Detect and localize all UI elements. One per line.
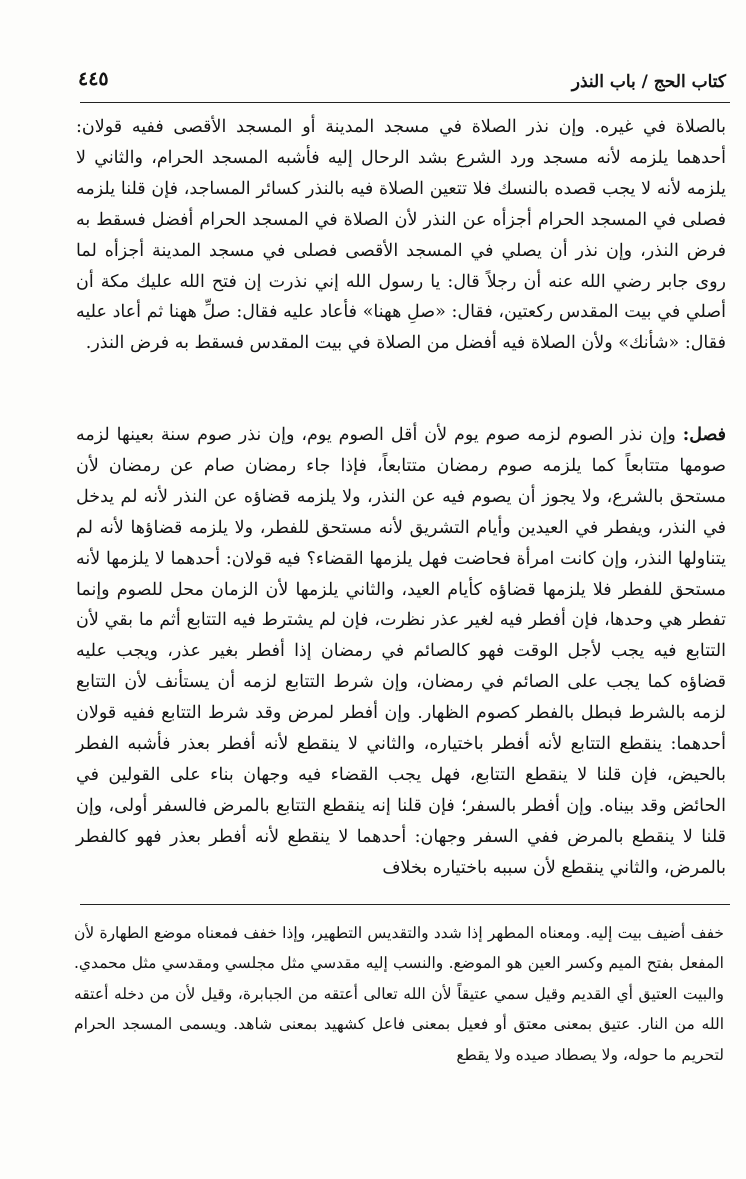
footnote: [74, 918, 724, 1070]
footnote-text: خفف أضيف بيت إليه. ومعناه المطهر إذا شدد والتقديس التطهير، وإذا خفف فمعناه موضع الطهارة لأن المفعل بفتح الميم وكسر العين هو الموضع. والنسب إليه مقدسي مثل مجلسي ومقدسي مثل محمدي. والبيت العتيق أي القديم وقيل سمي عتيقاً لأن الله تعالى أعتقه من الجبابرة، وقيل لأن من دخله أعتقه الله من النار. عتيق بمعنى معتق أو فعيل بمعنى فاعل كشهيد بمعنى شاهد. ويسمى المسجد الحرام لتحريم ما حوله، ولا يصطاد صيده ولا يقطع: [74, 924, 724, 1064]
page-header: [78, 64, 726, 100]
running-title: كتاب الحج / باب النذر: [571, 72, 726, 92]
paragraph: [76, 420, 726, 884]
section-heading: فصل:: [682, 425, 726, 445]
header-divider: [80, 102, 730, 103]
main-text-block-1: [76, 112, 726, 359]
footnote-divider: [80, 904, 730, 905]
main-text-block-2: [76, 420, 726, 884]
paragraph-text: وإن نذر الصوم لزمه صوم يوم لأن أقل الصوم يوم، وإن نذر صوم سنة بعينها لزمه صومها متتابعاً كما يلزمه صوم رمضان متتابعاً، فإذا جاء رمضان صام عن رمضان لأن مستحق بالشرع، ولا يجوز أن يصوم فيه عن النذر، ولا يلزمه قضاؤه عن النذر لأنه لم يدخل في النذر، ويفطر في العيدين وأيام التشريق لأنه مستحق للفطر، ولا يلزمه قضاؤها لأنه لم يتناولها النذر، وإن كانت امرأة فحاضت فهل يلزمها القضاء؟ فيه قولان: أحدهما لا يلزمها لأنه مستحق للفطر فلا يلزمها قضاؤه كأيام العيد، والثاني يلزمها لأن الزمان محل للصوم وإنما تفطر هي وحدها، فإن أفطر فيه لغير عذر نظرت، فإن لم يشترط فيه التتابع أثم ما بقي لأن التتابع فيه يجب لأجل الوقت فهو كالصائم في رمضان إذا أفطر بغير عذر، ويجب عليه قضاؤه كما يجب على الصائم في رمضان، وإن شرط التتابع لزمه أن يستأنف لأن التتابع لزمه بالشرط فبطل بالفطر كصوم الظهار. وإن أفطر لمرض وقد شرط التتابع ففيه قولان أحدهما: ينقطع التتابع لأنه أفطر باختياره، والثاني لا ينقطع لأنه أفطر بعذر فأشبه الفطر بالحيض، فإن قلنا لا ينقطع التتابع، فهل يجب القضاء فيه وجهان بناء على القولين في الحائض وقد بيناه. وإن أفطر بالسفر؛ فإن قلنا إنه ينقطع التتابع بالمرض فالسفر أولى، وإن قلنا لا ينقطع بالمرض ففي السفر وجهان: أحدهما لا ينقطع لأنه أفطر بعذر فهو كالفطر بالمرض، والثاني ينقطع لأن سببه باختياره بخلاف: [76, 425, 726, 878]
page-number: ٤٤٥: [78, 68, 109, 90]
paragraph: بالصلاة في غيره. وإن نذر الصلاة في مسجد المدينة أو المسجد الأقصى ففيه قولان: أحدهما يلزمه لأنه مسجد ورد الشرع بشد الرحال إليه فأشبه المسجد الحرام، والثاني لا يلزمه لأنه لا يجب قصده بالنسك فلا تتعين الصلاة فيه بالنذر كسائر المساجد، فإن قلنا يلزمه فصلى في المسجد الحرام أجزأه عن النذر لأن الصلاة في المسجد الحرام أفضل فسقط به فرض النذر، وإن نذر أن يصلي في المسجد الأقصى فصلى في مسجد المدينة أجزأه لما روى جابر رضي الله عنه أن رجلاً قال: يا رسول الله إني نذرت إن فتح الله عليك مكة أن أصلي في بيت المقدس ركعتين، فقال: «صلِ ههنا» فأعاد عليه فقال: صلِّ ههنا ثم أعاد عليه فقال: «شأنك» ولأن الصلاة فيه أفضل من الصلاة في بيت المقدس فسقط به فرض النذر.: [76, 117, 726, 354]
